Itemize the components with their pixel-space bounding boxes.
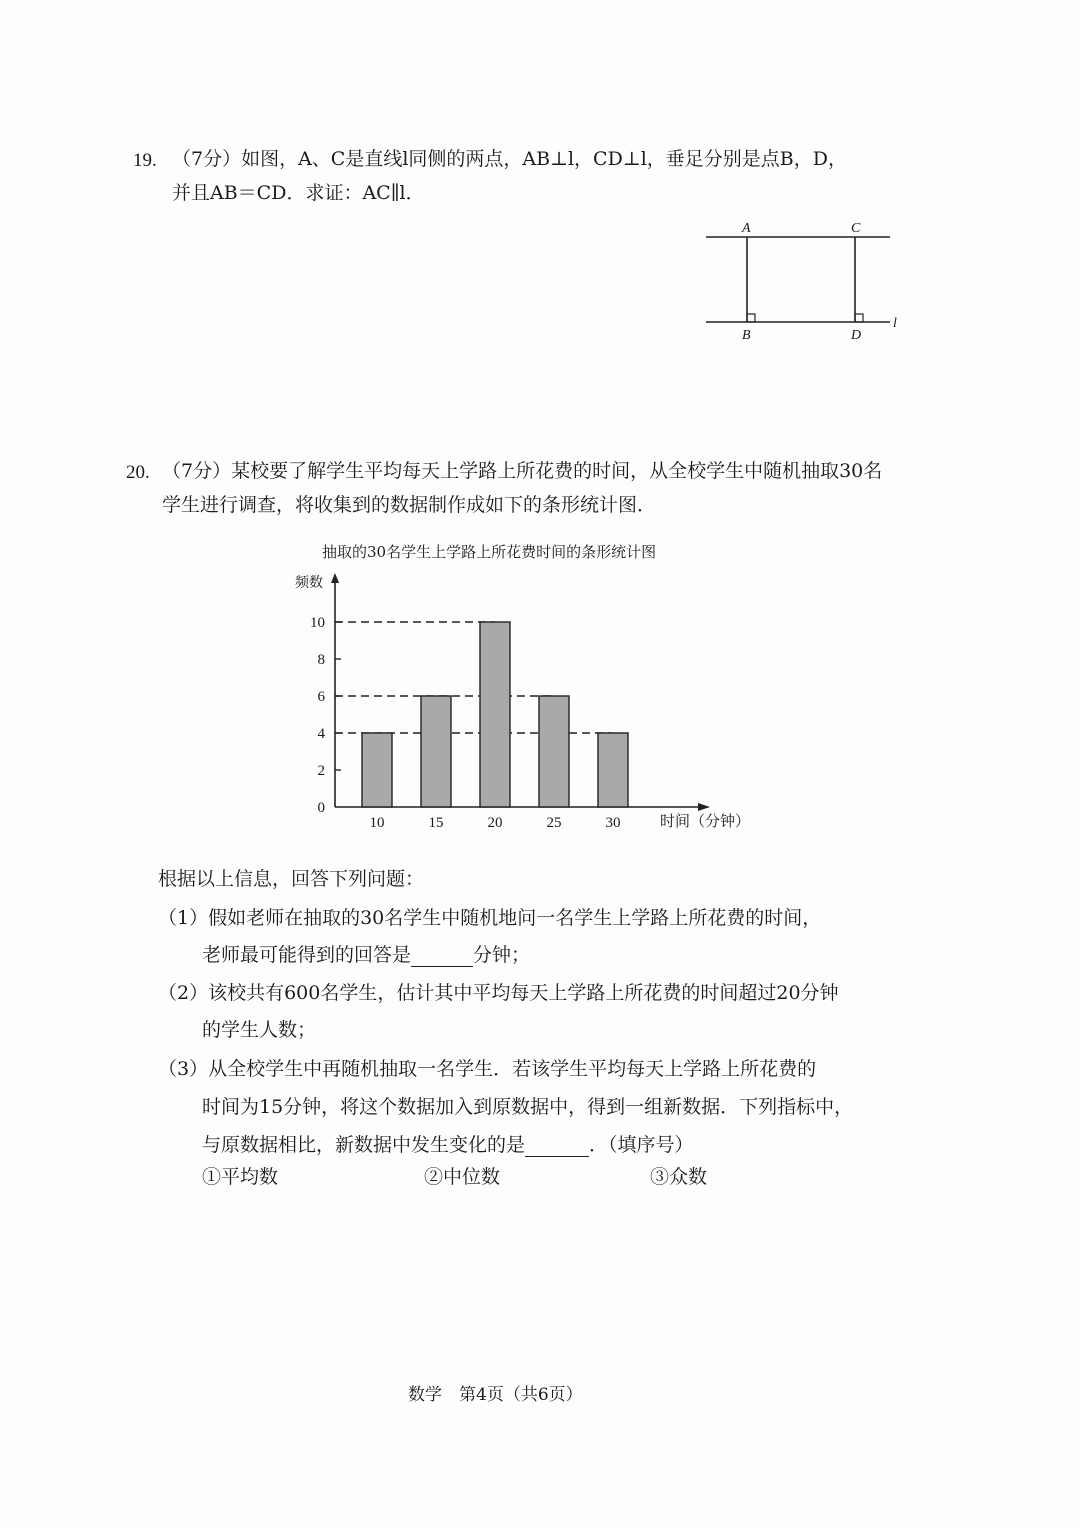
right-angle-d (855, 314, 863, 322)
bar-15 (421, 696, 451, 807)
q20-part1-line1: （1）假如老师在抽取的30名学生中随机地问一名学生上学路上所花费的时间， (158, 907, 822, 929)
x-tick-label-25: 25 (546, 815, 562, 831)
q19-geometry-figure (700, 212, 900, 347)
y-tick-label-0: 0 (317, 800, 325, 816)
q20-intro: 根据以上信息，回答下列问题： (158, 868, 425, 890)
q19-number: 19. (133, 150, 157, 171)
q19-line1: （7分）如图，A、C是直线l同侧的两点，AB⊥l，CD⊥l，垂足分别是点B，D， (172, 148, 847, 170)
label-d: D (851, 328, 862, 343)
bar-10 (362, 733, 392, 807)
bar-30 (598, 733, 628, 807)
y-tick-label-6: 6 (317, 689, 325, 705)
option-mode: ③众数 (650, 1166, 708, 1188)
right-angle-b (747, 314, 755, 322)
y-tick-label-10: 10 (310, 615, 325, 631)
bar-25 (539, 696, 569, 807)
y-axis-label: 频数 (295, 576, 323, 591)
x-tick-label-15: 15 (428, 815, 444, 831)
y-tick-label-2: 2 (317, 763, 325, 779)
q20-part3-line2: 时间为15分钟，将这个数据加入到原数据中，得到一组新数据．下列指标中， (202, 1096, 854, 1118)
y-tick-label-8: 8 (317, 652, 325, 668)
bar-chart (280, 565, 780, 840)
q20-part3-line3 (202, 1130, 694, 1157)
q20-part3-line1: （3）从全校学生中再随机抽取一名学生．若该学生平均每天上学路上所花费的 (158, 1058, 817, 1080)
chart-title: 抽取的30名学生上学路上所花费时间的条形统计图 (322, 543, 657, 561)
label-c: C (851, 221, 861, 236)
x-tick-label-30: 30 (605, 815, 621, 831)
answer-blank-3[interactable] (525, 1134, 589, 1157)
q20-part1-text-b: 分钟； (473, 944, 531, 966)
answer-blank-1[interactable] (411, 944, 473, 967)
q20-part2-line1: （2）该校共有600名学生，估计其中平均每天上学路上所花费的时间超过20分钟 (158, 982, 839, 1004)
q20-part1-line2 (202, 940, 530, 967)
page-footer: 数学 第4页（共6页） (408, 1385, 583, 1405)
x-tick-label-20: 20 (487, 815, 503, 831)
q20-part2-line2: 的学生人数； (202, 1019, 317, 1041)
label-a: A (742, 221, 751, 236)
q20-part1-text-a: 老师最可能得到的回答是 (202, 944, 412, 966)
label-l: l (893, 316, 897, 331)
x-axis-label: 时间（分钟） (660, 814, 751, 830)
y-tick-label-4: 4 (317, 726, 325, 742)
label-b: B (742, 328, 751, 343)
x-tick-label-10: 10 (369, 815, 385, 831)
x-axis-arrow (698, 803, 710, 811)
q19-line2: 并且AB＝CD．求证：AC∥l． (172, 182, 425, 204)
q20-line2: 学生进行调查，将收集到的数据制作成如下的条形统计图． (162, 494, 657, 516)
bar-20 (480, 622, 510, 807)
q20-part3-text-a: 与原数据相比，新数据中发生变化的是 (202, 1134, 526, 1156)
q20-part3-text-b: ．（填序号） (589, 1134, 694, 1156)
option-mean: ①平均数 (202, 1166, 279, 1188)
q20-line1: （7分）某校要了解学生平均每天上学路上所花费的时间，从全校学生中随机抽取30名 (162, 460, 883, 482)
q20-number: 20. (126, 462, 150, 483)
option-median: ②中位数 (424, 1166, 501, 1188)
y-axis-arrow (331, 573, 339, 583)
